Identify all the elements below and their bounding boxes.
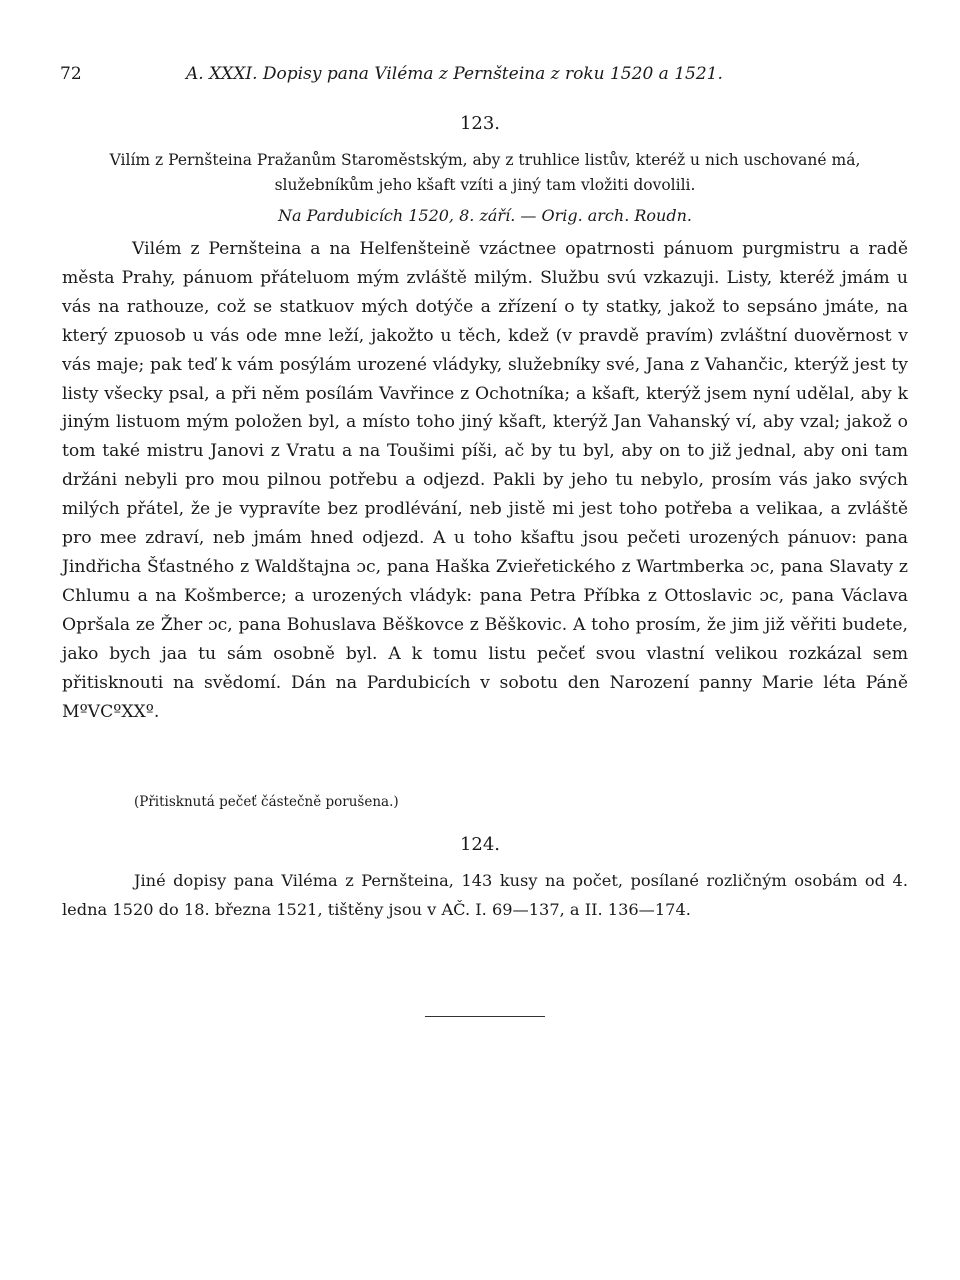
document-number-124: 124.: [459, 834, 501, 855]
document-summary-124: Jiné dopisy pana Viléma z Pernšteina, 143 kusy na počet, posílané rozličným osobám od 4. ledna 1520 do 18. března 1521, tištěny jsou v AČ. I. 69—137, a II. 136—174.: [62, 871, 908, 919]
document-summary-123: Vilím z Pernšteina Pražanům Staroměstským, aby z truhlice listův, kteréž u nich uschované má, služebníkům jeho kšaft vzíti a jiný tam vložiti dovolili.: [109, 151, 861, 194]
document-number-123: 123.: [459, 113, 501, 134]
running-head-title: A. XXXI. Dopisy pana Viléma z Pernšteina z roku 1520 a 1521.: [186, 64, 723, 84]
document-source-123: Na Pardubicích 1520, 8. září. — Orig. arch. Roudn.: [278, 206, 692, 225]
seal-note: (Přitisknutá pečeť částečně porušena.): [134, 794, 399, 810]
end-rule: [425, 1016, 545, 1017]
letter-text-123: Vilém z Pernšteina a na Helfenšteině vzáctnee opatrnosti pánuom purgmistru a radě města Prahy, pánuom přáteluom mým zvláště milým. Službu svú vzkazuji. Listy, kteréž jmám u vás na rathouze, což se statkuov mých dotýče a zřízení o ty statky, jakož to sepsáno jmáte, na který zpuosob u vás ode mne leží, jakožto u těch, kdež (v pravdě pravím) zvláštní duověrnost v vás maje; pak teď k vám posýlám urozené vládyky, služebníky své, Jana z Vahančic, kterýž jest ty listy všecky psal, a při něm posílám Vavřince z Ochotníka; a kšaft, kterýž jsem nyní udělal, aby k jiným listuom mým položen byl, a místo toho jiný kšaft, kterýž Jan Vahanský ví, aby vzal; jakož o tom také mistru Janovi z Vratu a na Toušimi píši, ač by tu byl, aby on to již jednal, aby oni tam držáni nebyli pro mou pilnou potřebu a odjezd. Pakli by jeho tu nebylo, prosím vás jako svých milých přátel, že je vypravíte bez prodlévání, neb jistě mi jest toho potřeba a velikaa, a zvláště pro mee zdraví, neb jmám hned odjezd. A u toho kšaftu jsou pečeti urozených pánuov: pana Jindřicha Šťastného z Waldštajna ɔc, pana Haška Zvieřetického z Wartmberka ɔc, pana Slavaty z Chlumu a na Košmberce; a urozených vládyk: pana Petra Příbka z Ottoslavic ɔc, pana Václava Opršala ze Žher ɔc, pana Bohuslava Běškovce z Běškovic. A toho prosím, že jim již věřiti budete, jako bych jaa tu sám osobně byl. A k tomu listu pečeť svou vlastní velikou rozkázal sem přitisknouti na svědomí. Dán na Pardubicích v sobotu den Narození panny Marie léta Páně MºVCºXXº.: [62, 239, 908, 722]
running-head: [60, 62, 906, 86]
page-number: 72: [60, 64, 82, 84]
